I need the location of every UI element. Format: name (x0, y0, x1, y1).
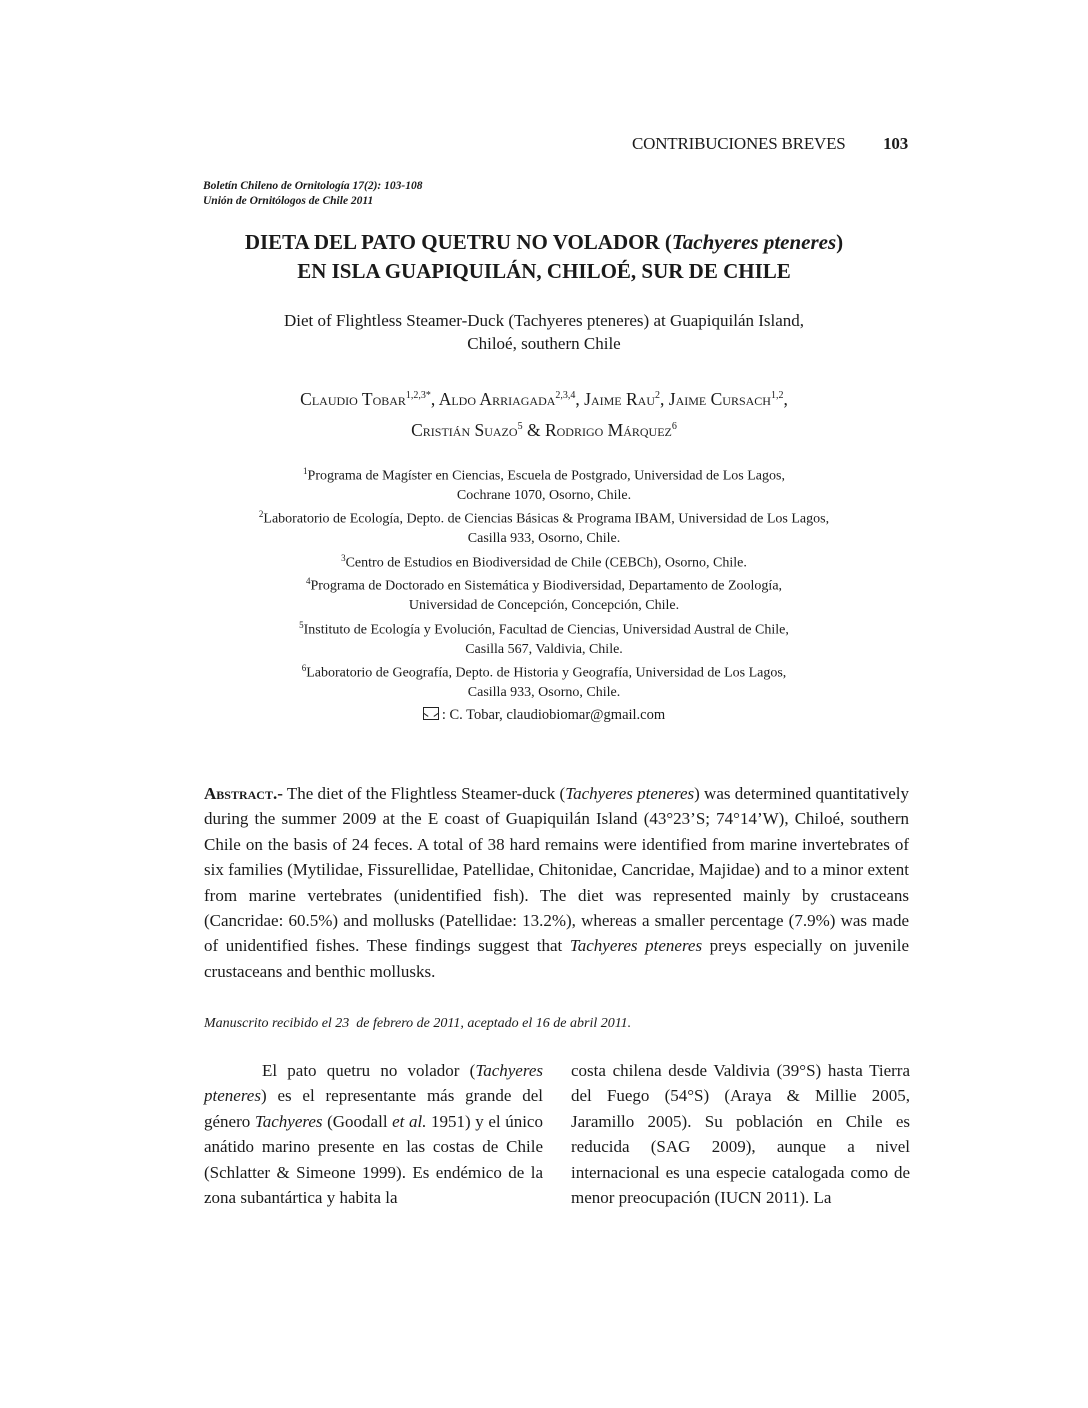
author-affiliation-marks: 5 (517, 420, 523, 432)
affiliation-item: $^5$Instituto de Ecología y Evolución, Facultad de Ciencias, Universidad Austral de Chile, Casilla 567, Valdivia, Chile. (299, 619, 789, 657)
author-list (0, 382, 1088, 444)
affiliation-item: $^1$Programa de Magíster en Ciencias, Escuela de Postgrado, Universidad de Los Lagos, Cochrane 1070, Osorno, Chile. (303, 466, 785, 503)
author-affiliation-marks: 2,3,4 (555, 390, 576, 401)
english-title-line-1: Diet of Flightless Steamer-Duck (Tachyeres pteneres) at Guapiquilán Island, (283, 311, 805, 330)
author-name: Claudio Tobar (300, 388, 406, 409)
email-text[interactable]: : C. Tobar, claudiobiomar@gmail.com (441, 707, 666, 723)
author-name: Jaime Rau (584, 388, 656, 409)
author-affiliation-marks: 1,2,3* (405, 390, 431, 401)
affiliation-item: $^6$Laboratorio de Geografía, Depto. de Historia y Geografía, Universidad de Los Lagos, Casilla 933, Osorno, Chile. (301, 662, 787, 700)
journal-citation: Boletín Chileno de Ornitología 17(2): 103-108 (203, 180, 423, 192)
abstract-label: Abstract.- (204, 784, 283, 803)
affiliation-item: $^2$Laboratorio de Ecología, Depto. de Ciencias Básicas & Programa IBAM, Universidad de Los Lagos, Casilla 933, Osorno, Chile. (258, 509, 830, 547)
author-line-1: Claudio Tobar$^{1,2,3*}$, Aldo Arriagada$^{2,3,4}$, Jaime Rau$^2$, Jaime Cursach$^{1,2}$, (300, 388, 788, 409)
section-title: CONTRIBUCIONES BREVES (632, 134, 846, 153)
envelope-icon (423, 707, 439, 720)
affiliation-item: $^3$Centro de Estudios en Biodiversidad de Chile (CEBCh), Osorno, Chile. (341, 552, 747, 571)
abstract: Abstract.- The diet of the Flightless Steamer-duck (Tachyeres pteneres) was determined quantitatively during the summer 2009 at the E coast of Guapiquilán Island (43°23’S; 74°14’W), Chiloé, southern Chile on the basis of 24 feces. A total of 38 hard remains were identified from marine invertebrates of six families (Mytilidae, Fissurellidae, Patellidae, Chitonidae, Cancridae, Majidae) and to a minor extent from marine vertebrates (unidentified fish). The diet was represented mainly by crustaceans (Cancridae: 60.5%) and mollusks (Patellidae: 13.2%), whereas a smaller percentage (7.9%) was made of unidentified fishes. These findings suggest that Tachyeres pteneres preys especially on juvenile crustaceans and benthic mollusks. (204, 784, 910, 981)
author-name: Aldo Arriagada (438, 388, 556, 409)
journal-publisher: Unión de Ornitólogos de Chile 2011 (203, 195, 374, 207)
journal-info (203, 179, 422, 209)
title-line-1: DIETA DEL PATO QUETRU NO VOLADOR (Tachyeres pteneres) (244, 230, 844, 254)
body-column-left: El pato quetru no volador (Tachyeres pteneres) es el representante más grande del género Tachyeres (Goodall et al. 1951) y el único anátido marino presente en las costas de Chile (Schlatter & Simeone 1999). Es endémico de la zona subantártica y habita la (204, 1061, 543, 1208)
corresponding-email (0, 707, 1088, 724)
author-name: Rodrigo Márquez (544, 419, 672, 440)
author-name: Jaime Cursach (668, 388, 771, 409)
manuscript-dates: Manuscrito recibido el 23 de febrero de 2011, aceptado el 16 de abril 2011. (204, 1016, 632, 1031)
author-affiliation-marks: 2 (655, 390, 661, 401)
page-number: 103 (883, 134, 908, 153)
author-line-2: Cristián Suazo$^5$ & Rodrigo Márquez$^6$ (411, 419, 677, 440)
title-species: Tachyeres pteneres (671, 230, 837, 254)
title-line-2: EN ISLA GUAPIQUILÁN, CHILOÉ, SUR DE CHILE (297, 259, 791, 283)
affiliation-item: $^4$Programa de Doctorado en Sistemática y Biodiversidad, Departamento de Zoología, Universidad de Concepción, Concepción, Chile. (305, 576, 783, 614)
affiliations (0, 462, 1088, 702)
author-affiliation-marks: 6 (671, 420, 677, 432)
english-title-line-2: Chiloé, southern Chile (467, 334, 621, 353)
author-name: Cristián Suazo (411, 419, 518, 440)
body-column-right: costa chilena desde Valdivia (39°S) hasta Tierra del Fuego (54°S) (Araya & Millie 2005, Jaramillo 2005). Su población en Chile es reducida (SAG 2009), aunque a nivel internacional es una especie catalogada como de menor preocupación (IUCN 2011). La (571, 1061, 910, 1208)
paper-title (0, 228, 1088, 286)
english-title (0, 309, 1088, 355)
author-affiliation-marks: 1,2 (770, 390, 784, 401)
